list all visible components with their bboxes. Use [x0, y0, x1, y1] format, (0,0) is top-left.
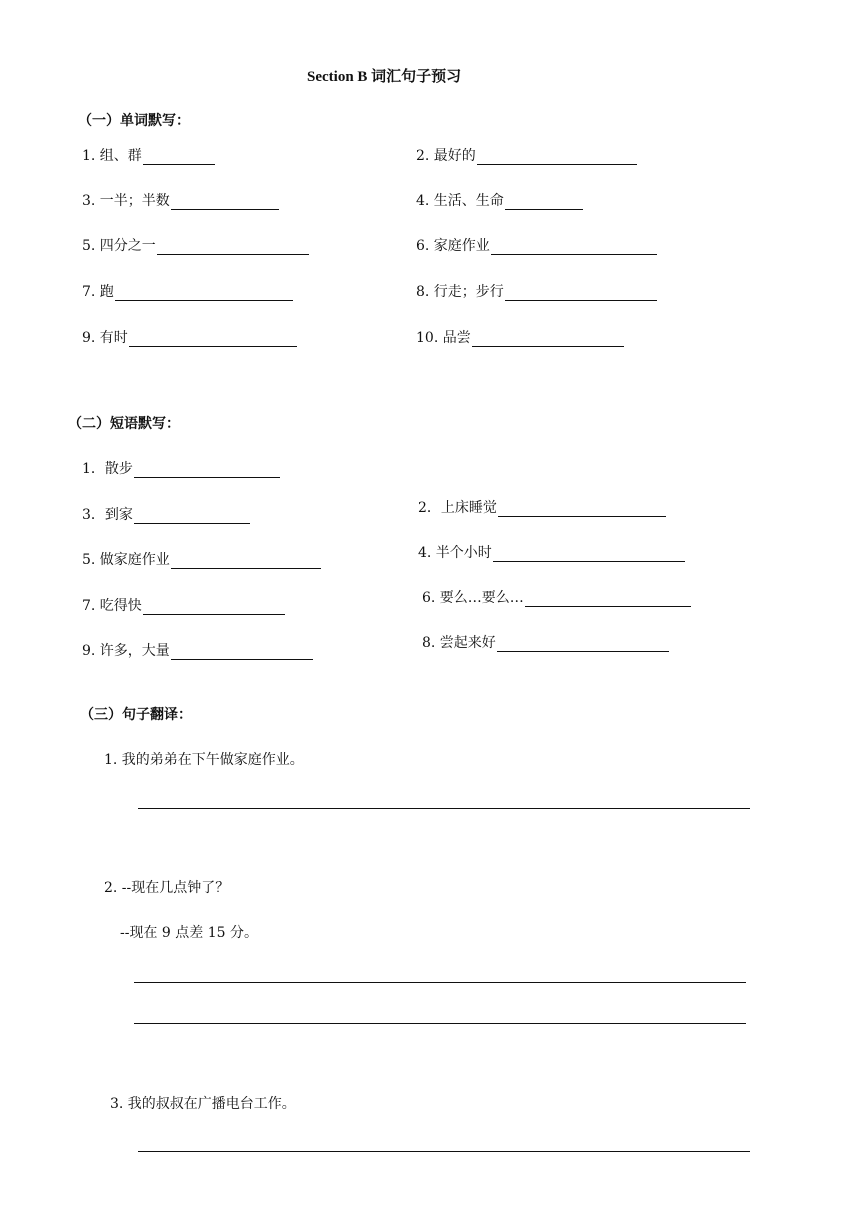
answer-line[interactable] [134, 982, 746, 983]
vocab-label: 6. 家庭作业 [416, 238, 490, 254]
vocab-label: 5. 四分之一 [82, 238, 156, 254]
phrase-item-2 [418, 497, 666, 517]
phrase-label: 5. 做家庭作业 [82, 552, 170, 568]
vocab-label: 4. 生活、生命 [416, 193, 504, 209]
phrase-label: 7. 吃得快 [82, 598, 142, 614]
vocab-label: 9. 有时 [82, 330, 128, 346]
answer-blank[interactable] [472, 332, 624, 347]
vocab-item-5 [82, 235, 309, 255]
phrase-label: 1．散步 [82, 461, 133, 477]
phrase-item-1 [82, 458, 280, 478]
section-heading-vocabulary: （一）单词默写： [78, 113, 190, 129]
answer-blank[interactable] [498, 502, 666, 517]
vocab-label: 7. 跑 [82, 284, 114, 300]
answer-blank[interactable] [134, 509, 250, 524]
answer-blank[interactable] [525, 592, 691, 607]
sentence-prompt-2-response: --现在 9 点差 15 分。 [120, 925, 258, 941]
answer-line[interactable] [134, 1023, 746, 1024]
answer-blank[interactable] [134, 463, 280, 478]
answer-blank[interactable] [493, 547, 685, 562]
vocab-label: 10. 品尝 [416, 330, 471, 346]
answer-blank[interactable] [477, 150, 637, 165]
vocab-item-2 [416, 145, 637, 165]
answer-blank[interactable] [115, 286, 293, 301]
answer-line[interactable] [138, 1151, 750, 1152]
sentence-prompt-1: 1. 我的弟弟在下午做家庭作业。 [104, 752, 304, 768]
section-heading-phrases: （二）短语默写： [68, 416, 180, 432]
answer-blank[interactable] [143, 150, 215, 165]
answer-blank[interactable] [491, 240, 657, 255]
vocab-item-10 [416, 327, 624, 347]
phrase-label: 3．到家 [82, 507, 133, 523]
vocab-item-4 [416, 190, 583, 210]
vocab-item-7 [82, 281, 293, 301]
answer-blank[interactable] [497, 637, 669, 652]
phrase-label: 6. 要么…要么… [422, 590, 524, 606]
phrase-item-7 [82, 595, 285, 615]
phrase-label: 9. 许多，大量 [82, 643, 170, 659]
phrase-label: 8. 尝起来好 [422, 635, 496, 651]
vocab-item-3 [82, 190, 279, 210]
answer-line[interactable] [138, 808, 750, 809]
phrase-item-4 [418, 542, 685, 562]
vocab-item-8 [416, 281, 657, 301]
phrase-item-8 [422, 632, 669, 652]
vocab-label: 2. 最好的 [416, 148, 476, 164]
answer-blank[interactable] [171, 554, 321, 569]
sentence-prompt-2: 2. --现在几点钟了？ [104, 880, 230, 896]
vocab-label: 3. 一半；半数 [82, 193, 170, 209]
vocab-label: 1. 组、群 [82, 148, 142, 164]
answer-blank[interactable] [143, 600, 285, 615]
answer-blank[interactable] [129, 332, 297, 347]
vocab-item-9 [82, 327, 297, 347]
answer-blank[interactable] [505, 286, 657, 301]
phrase-item-5 [82, 549, 321, 569]
page-title: Section B 词汇句子预习 [307, 69, 462, 85]
vocab-item-1 [82, 145, 215, 165]
phrase-item-9 [82, 640, 313, 660]
answer-blank[interactable] [505, 195, 583, 210]
phrase-item-3 [82, 504, 250, 524]
sentence-prompt-3: 3. 我的叔叔在广播电台工作。 [110, 1096, 296, 1112]
phrase-label: 2．上床睡觉 [418, 500, 497, 516]
phrase-label: 4. 半个小时 [418, 545, 492, 561]
answer-blank[interactable] [157, 240, 309, 255]
vocab-item-6 [416, 235, 657, 255]
section-heading-translation: （三）句子翻译： [80, 707, 192, 723]
answer-blank[interactable] [171, 195, 279, 210]
vocab-label: 8. 行走；步行 [416, 284, 504, 300]
phrase-item-6 [422, 587, 691, 607]
answer-blank[interactable] [171, 645, 313, 660]
